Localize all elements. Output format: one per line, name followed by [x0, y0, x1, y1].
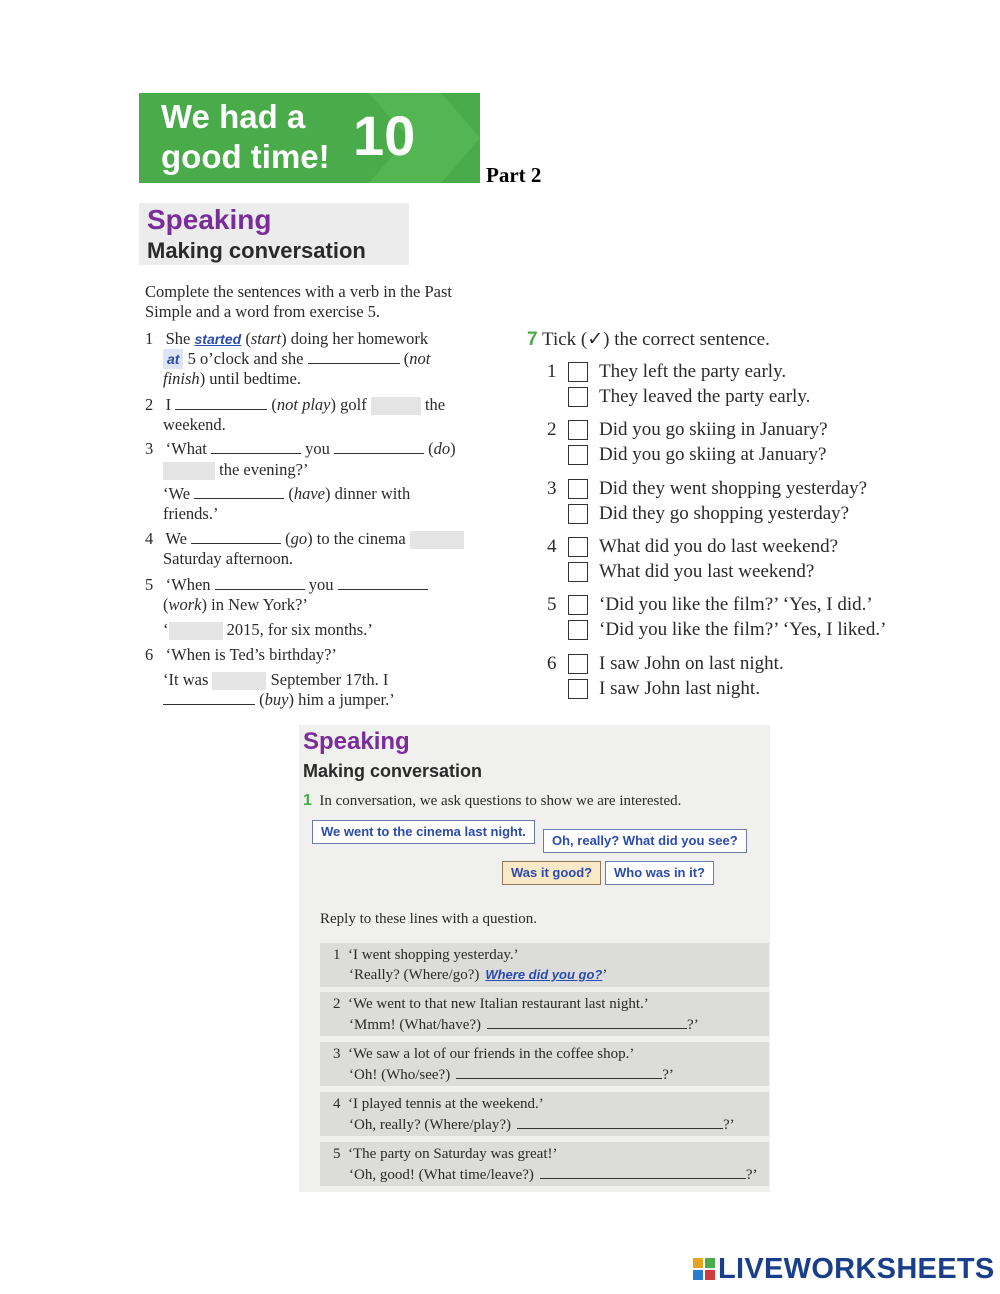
ex7-sentence-a: What did you do last weekend?	[599, 536, 839, 557]
ex6-item-4-line2: Saturday afternoon.	[163, 549, 294, 568]
tick-checkbox[interactable]	[568, 562, 588, 582]
verb-hint: work	[168, 595, 202, 614]
answer-blank[interactable]	[163, 690, 255, 705]
reply-instruction: Reply to these lines with a question.	[320, 911, 538, 927]
text: (	[403, 349, 410, 368]
ex7-sentence-a: ‘Did you like the film?’ ‘Yes, I did.’	[599, 594, 873, 615]
unit-title-line1: We had a	[161, 98, 306, 135]
text: ‘When	[165, 575, 211, 594]
tick-checkbox[interactable]	[568, 445, 588, 465]
ex7-pair-number: 6	[547, 653, 557, 674]
verb-hint: do	[433, 439, 451, 458]
reply-blank[interactable]	[540, 1164, 746, 1179]
answer-blank[interactable]	[194, 484, 284, 499]
ex6-item-2-line1: 2 I (not play) golf the	[145, 395, 446, 414]
row-number: 3	[333, 1046, 341, 1062]
text: 5 o’clock and she	[187, 349, 304, 368]
ex7-sentence-a: They left the party early.	[599, 361, 787, 382]
item-number: 4	[145, 529, 154, 548]
reply-end: ?’	[687, 1017, 699, 1033]
spacer	[341, 1096, 349, 1112]
preposition-box[interactable]	[410, 531, 464, 549]
item-number: 6	[145, 645, 154, 664]
text: ‘It was	[163, 670, 209, 689]
text: ) dinner with	[324, 484, 411, 503]
answer-at[interactable]: at	[163, 349, 183, 369]
text: ‘We	[163, 484, 191, 503]
reply-blank[interactable]	[517, 1114, 723, 1129]
ex7-instruction	[527, 328, 770, 352]
item-number: 5	[145, 575, 154, 594]
ex7-sentence-a: Did you go skiing in January?	[599, 419, 828, 440]
reply-row-line1	[333, 945, 519, 965]
answer-blank[interactable]	[338, 575, 428, 590]
reply-blank[interactable]	[487, 1014, 687, 1029]
tick-checkbox[interactable]	[568, 504, 588, 524]
statement: ‘I went shopping yesterday.’	[348, 947, 519, 963]
unit-number: 10	[353, 104, 416, 167]
part-label: Part 2	[486, 163, 542, 187]
text: ) doing her homework	[281, 329, 429, 348]
verb-hint: have	[293, 484, 325, 503]
liveworksheets-logo	[693, 1253, 995, 1286]
verb-hint: not	[409, 349, 431, 368]
statement: ‘The party on Saturday was great!’	[348, 1146, 558, 1162]
ex6-item-1-line1	[145, 329, 428, 349]
reply-row-line2	[349, 1064, 674, 1085]
ex7-pair-number: 4	[547, 536, 557, 557]
ex7-sentence-b: Did you go skiing at January?	[599, 444, 827, 465]
answer-started[interactable]: started	[194, 331, 242, 347]
reply-row-line2	[349, 1164, 758, 1185]
row-number: 5	[333, 1146, 341, 1162]
ex6-item-2-line2: weekend.	[163, 415, 226, 434]
ex7-sentence-b: What did you last weekend?	[599, 561, 815, 582]
logo-grid-icon	[693, 1258, 715, 1280]
ex7-sentence-b: They leaved the party early.	[599, 386, 811, 407]
preposition-box[interactable]	[371, 397, 421, 415]
ex7-sentence-a: I saw John on last night.	[599, 653, 784, 674]
ex6-item-5-line2: (work) in New York?’	[163, 595, 308, 614]
prompt: ‘Oh, really? (Where/play?)	[349, 1117, 511, 1133]
verb-hint: go	[290, 529, 308, 548]
reply-row-line1	[333, 1144, 558, 1164]
text: ‘What	[165, 439, 207, 458]
ex6-item-6-line3: (buy) him a jumper.’	[163, 690, 395, 710]
ex6-item-3-line4: friends.’	[163, 504, 219, 523]
prompt: ‘Oh! (Who/see?)	[349, 1067, 451, 1083]
logo-text: LIVEWORKSHEETS	[718, 1253, 995, 1285]
statement: ‘I played tennis at the weekend.’	[348, 1096, 544, 1112]
prompt: ‘Really? (Where/go?)	[349, 967, 480, 983]
ex7-sentence-a: Did they went shopping yesterday?	[599, 478, 868, 499]
text: In conversation, we ask questions to show we are interested.	[319, 793, 682, 809]
speech-bubble-3: Was it good?	[502, 861, 601, 885]
speaking-subtitle-bottom: Making conversation	[303, 761, 483, 781]
item-number: 3	[145, 439, 154, 458]
ex6-item-5-line1	[145, 575, 428, 595]
exercise-number: 1	[303, 792, 312, 809]
exercise-number: 7	[527, 329, 538, 350]
answer-blank[interactable]	[308, 349, 400, 364]
ex6-item-1-line3	[163, 369, 301, 389]
speaking-heading-top	[139, 203, 409, 265]
reply-row-line2	[349, 1014, 699, 1035]
ex6-item-3-line3: ‘We (have) dinner with	[163, 484, 411, 503]
reply-row-line1	[333, 1044, 634, 1064]
tick-checkbox[interactable]	[568, 595, 588, 615]
ex6-instruction-line1: Complete the sentences with a verb in the Past	[145, 282, 453, 301]
answer-blank[interactable]	[191, 529, 281, 544]
row-number: 4	[333, 1096, 341, 1112]
text: Tick (✓) the correct sentence.	[542, 329, 770, 350]
reply-end: ’	[602, 967, 608, 983]
answer-blank[interactable]	[215, 575, 305, 590]
reply-end: ?’	[745, 1167, 758, 1183]
text: ) to the cinema	[307, 529, 406, 548]
prompt: ‘Mmm! (What/have?)	[349, 1017, 482, 1033]
speech-bubble-2: Oh, really? What did you see?	[543, 829, 747, 853]
tick-checkbox[interactable]	[568, 362, 588, 382]
speaking-title: Speaking	[147, 204, 272, 235]
reply-row-line1	[333, 1094, 544, 1114]
text: ‘When is Ted’s birthday?’	[165, 645, 337, 664]
unit-title	[161, 97, 330, 177]
ex7-pair-number: 5	[547, 594, 557, 615]
verb-hint: finish	[163, 369, 200, 388]
spacer	[341, 1046, 349, 1062]
tick-checkbox[interactable]	[568, 620, 588, 640]
text: you	[308, 575, 334, 594]
ex6-item-4-line1: 4 We (go) to the cinema	[145, 529, 464, 549]
statement: ‘We went to that new Italian restaurant last night.’	[348, 996, 649, 1012]
speaking-subtitle: Making conversation	[147, 238, 366, 263]
text: the evening?’	[219, 460, 309, 479]
item-number: 2	[145, 395, 154, 414]
answer-blank[interactable]	[334, 439, 424, 454]
ex7-pair-number: 3	[547, 478, 557, 499]
text: September 17th. I	[270, 670, 389, 689]
reply-row-line1	[333, 994, 649, 1014]
text: I	[165, 395, 172, 414]
reply-end: ?’	[662, 1067, 674, 1083]
tick-checkbox[interactable]	[568, 537, 588, 557]
ex7-pair-number: 1	[547, 361, 557, 382]
item-number: 1	[145, 329, 154, 348]
verb-hint: not play	[276, 395, 331, 414]
reply-row-line2	[349, 965, 607, 985]
ex7-pair-number: 2	[547, 419, 557, 440]
tick-checkbox[interactable]	[568, 654, 588, 674]
spacer	[341, 947, 349, 963]
text: the	[424, 395, 446, 414]
speech-bubble-4: Who was in it?	[605, 861, 714, 885]
row-number: 1	[333, 947, 341, 963]
unit-title-line2: good time!	[161, 138, 330, 175]
answer-blank[interactable]	[175, 395, 267, 410]
reply-blank[interactable]	[456, 1064, 662, 1079]
unit-banner	[139, 93, 480, 183]
ex1-instruction	[303, 792, 681, 810]
text: We	[165, 529, 187, 548]
spacer	[341, 1146, 349, 1162]
ex7-sentence-b: Did they go shopping yesterday?	[599, 503, 850, 524]
verb-hint: start	[250, 329, 282, 348]
statement: ‘We saw a lot of our friends in the coffee shop.’	[348, 1046, 635, 1062]
text: She	[165, 329, 191, 348]
reply-answer[interactable]: Where did you go?	[485, 967, 603, 982]
text: ) in New York?’	[201, 595, 308, 614]
tick-checkbox[interactable]	[568, 479, 588, 499]
text: (	[245, 329, 251, 348]
ex7-sentence-b: I saw John last night.	[599, 678, 760, 699]
reply-end: ?’	[723, 1117, 735, 1133]
tick-checkbox[interactable]	[568, 387, 588, 407]
reply-row-line2	[349, 1114, 735, 1135]
preposition-box[interactable]	[169, 622, 223, 640]
ex6-item-6-line2	[163, 670, 388, 690]
tick-checkbox[interactable]	[568, 679, 588, 699]
text: you	[305, 439, 330, 458]
preposition-box[interactable]	[163, 462, 215, 480]
speaking-title-bottom: Speaking	[303, 728, 410, 755]
ex7-sentence-b: ‘Did you like the film?’ ‘Yes, I liked.’	[599, 619, 887, 640]
ex6-item-6-line1	[145, 645, 337, 665]
ex6-item-5-line3: ‘ 2015, for six months.’	[163, 620, 373, 639]
answer-blank[interactable]	[211, 439, 301, 454]
speech-bubble-1: We went to the cinema last night.	[312, 820, 535, 844]
text: ) golf	[330, 395, 367, 414]
ex6-item-3-line2	[163, 460, 308, 480]
text: ) him a jumper.’	[288, 690, 395, 709]
ex6-item-1-line2	[163, 349, 430, 369]
preposition-box[interactable]	[212, 672, 266, 690]
tick-checkbox[interactable]	[568, 420, 588, 440]
ex6-item-3-line1: 3 ‘What you (do)	[145, 439, 456, 458]
spacer	[341, 996, 349, 1012]
verb-hint: buy	[264, 690, 289, 709]
prompt: ‘Oh, good! (What time/leave?)	[349, 1167, 534, 1183]
row-number: 2	[333, 996, 341, 1012]
text: ) until bedtime.	[199, 369, 301, 388]
text: 2015, for six months.’	[226, 620, 373, 639]
ex6-instruction-line2: Simple and a word from exercise 5.	[145, 302, 381, 321]
